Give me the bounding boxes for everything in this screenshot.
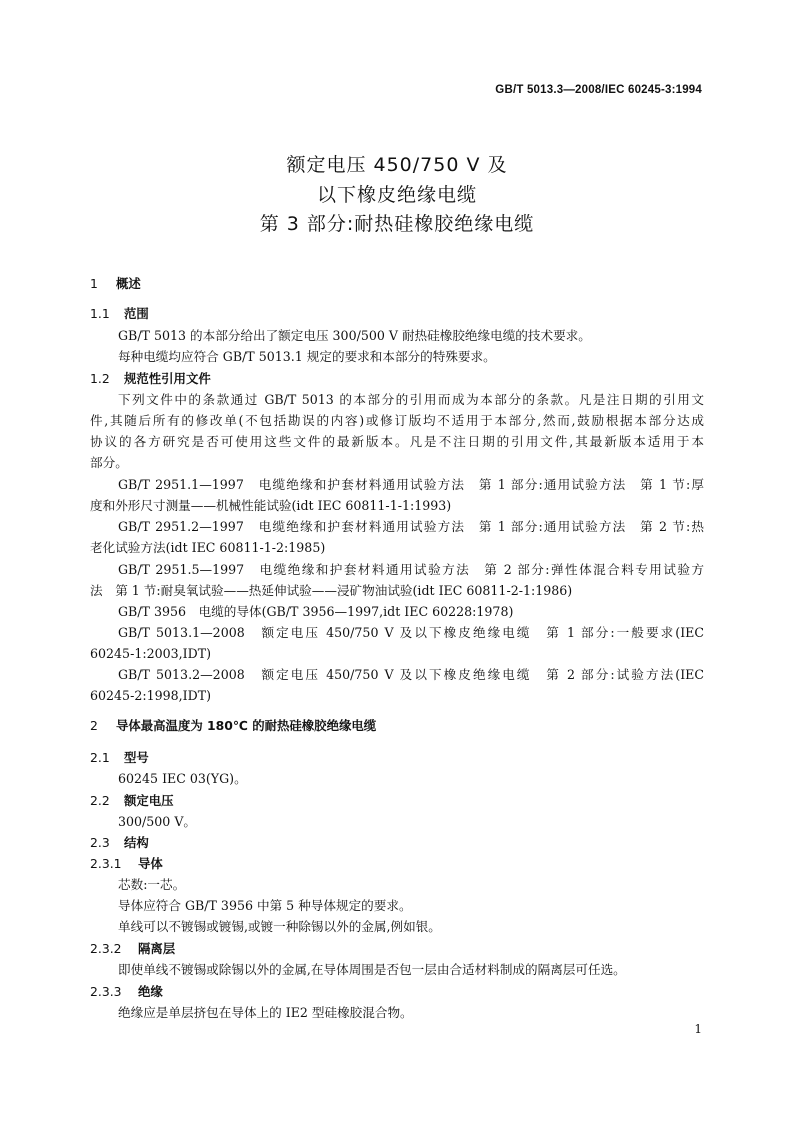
standard-code-header: GB/T 5013.3—2008/IEC 60245-3:1994 <box>495 84 702 96</box>
section-2-2-heading <box>90 793 174 809</box>
reference-line: 度和外形尺寸测量——机械性能试验(idt IEC 60811-1-1:1993) <box>90 498 452 513</box>
page-number: 1 <box>694 1022 702 1036</box>
section-number: 2 <box>90 718 98 733</box>
paragraph-line: 部分。 <box>90 455 128 470</box>
section-title: 结构 <box>124 835 149 850</box>
section-number: 2.3.1 <box>90 856 122 871</box>
paragraph: 导体应符合 GB/T 3956 中第 5 种导体规定的要求。 <box>118 898 412 913</box>
paragraph: 60245 IEC 03(YG)。 <box>118 771 247 786</box>
section-2-3-2-heading <box>90 941 175 957</box>
section-title: 导体 <box>138 856 163 871</box>
section-2-3-heading <box>90 835 149 851</box>
reference-line: GB/T 2951.5—1997 电缆绝缘和护套材料通用试验方法 第 2 部分:弹性体混合料专用试验方 <box>118 562 704 577</box>
reference-line: 老化试验方法(idt IEC 60811-1-2:1985) <box>90 540 326 555</box>
section-title: 隔离层 <box>138 941 176 956</box>
section-number: 1.1 <box>90 306 110 321</box>
reference-line: GB/T 5013.2—2008 额定电压 450/750 V 及以下橡皮绝缘电缆 第 2 部分:试验方法(IEC <box>118 667 704 682</box>
section-number: 2.3.2 <box>90 941 122 956</box>
paragraph: 芯数:一芯。 <box>118 877 186 892</box>
section-number: 2.2 <box>90 793 110 808</box>
section-number: 1.2 <box>90 371 110 386</box>
paragraph-line: 件,其随后所有的修改单(不包括勘误的内容)或修订版均不适用于本部分,然而,鼓励根据本部分达成 <box>90 413 704 428</box>
paragraph: 单线可以不镀锡或镀锡,或镀一种除锡以外的金属,例如银。 <box>118 919 441 934</box>
document-title-line-2: 以下橡皮绝缘电缆 <box>316 184 477 206</box>
section-title: 导体最高温度为 180℃ 的耐热硅橡胶绝缘电缆 <box>116 718 377 733</box>
paragraph-line: 下列文件中的条款通过 GB/T 5013 的本部分的引用而成为本部分的条款。凡是注日期的引用文 <box>118 392 704 407</box>
paragraph: 每种电缆均应符合 GB/T 5013.1 规定的要求和本部分的特殊要求。 <box>118 349 496 364</box>
section-title: 概述 <box>116 276 141 291</box>
paragraph-line: 协议的各方研究是否可使用这些文件的最新版本。凡是不注日期的引用文件,其最新版本适用于本 <box>90 434 704 449</box>
section-1-1-heading <box>90 306 149 322</box>
section-title: 额定电压 <box>124 793 174 808</box>
section-title: 范围 <box>124 306 149 321</box>
section-2-1-heading <box>90 750 149 766</box>
reference-line: 60245-2:1998,IDT) <box>90 688 212 703</box>
reference-line: GB/T 2951.2—1997 电缆绝缘和护套材料通用试验方法 第 1 部分:通用试验方法 第 2 节:热 <box>118 519 704 534</box>
section-title: 绝缘 <box>138 984 163 999</box>
reference-line: 法 第 1 节:耐臭氧试验——热延伸试验——浸矿物油试验(idt IEC 60811-2-1:1986) <box>90 583 573 598</box>
paragraph: GB/T 5013 的本部分给出了额定电压 300/500 V 耐热硅橡胶绝缘电缆的技术要求。 <box>118 328 591 343</box>
section-number: 2.3.3 <box>90 984 122 999</box>
document-title-line-1: 额定电压 450/750 V 及 <box>286 154 508 176</box>
reference-line: GB/T 3956 电缆的导体(GB/T 3956—1997,idt IEC 60228:1978) <box>118 604 514 619</box>
reference-line: 60245-1:2003,IDT) <box>90 646 212 661</box>
paragraph: 即使单线不镀锡或除锡以外的金属,在导体周围是否包一层由合适材料制成的隔离层可任选。 <box>118 962 626 977</box>
section-1-2-heading <box>90 371 211 387</box>
section-1-heading <box>90 276 141 292</box>
section-2-3-1-heading <box>90 856 163 872</box>
section-number: 2.1 <box>90 750 110 765</box>
reference-line: GB/T 5013.1—2008 额定电压 450/750 V 及以下橡皮绝缘电缆 第 1 部分:一般要求(IEC <box>118 625 704 640</box>
section-title: 规范性引用文件 <box>124 371 211 386</box>
reference-line: GB/T 2951.1—1997 电缆绝缘和护套材料通用试验方法 第 1 部分:通用试验方法 第 1 节:厚 <box>118 477 704 492</box>
section-title: 型号 <box>124 750 149 765</box>
section-2-3-3-heading <box>90 984 163 1000</box>
document-title-line-3: 第 3 部分:耐热硅橡胶绝缘电缆 <box>259 213 535 235</box>
paragraph: 绝缘应是单层挤包在导体上的 IE2 型硅橡胶混合物。 <box>118 1005 413 1020</box>
paragraph: 300/500 V。 <box>118 814 197 829</box>
section-number: 2.3 <box>90 835 110 850</box>
section-number: 1 <box>90 276 98 291</box>
section-2-heading <box>90 718 376 734</box>
